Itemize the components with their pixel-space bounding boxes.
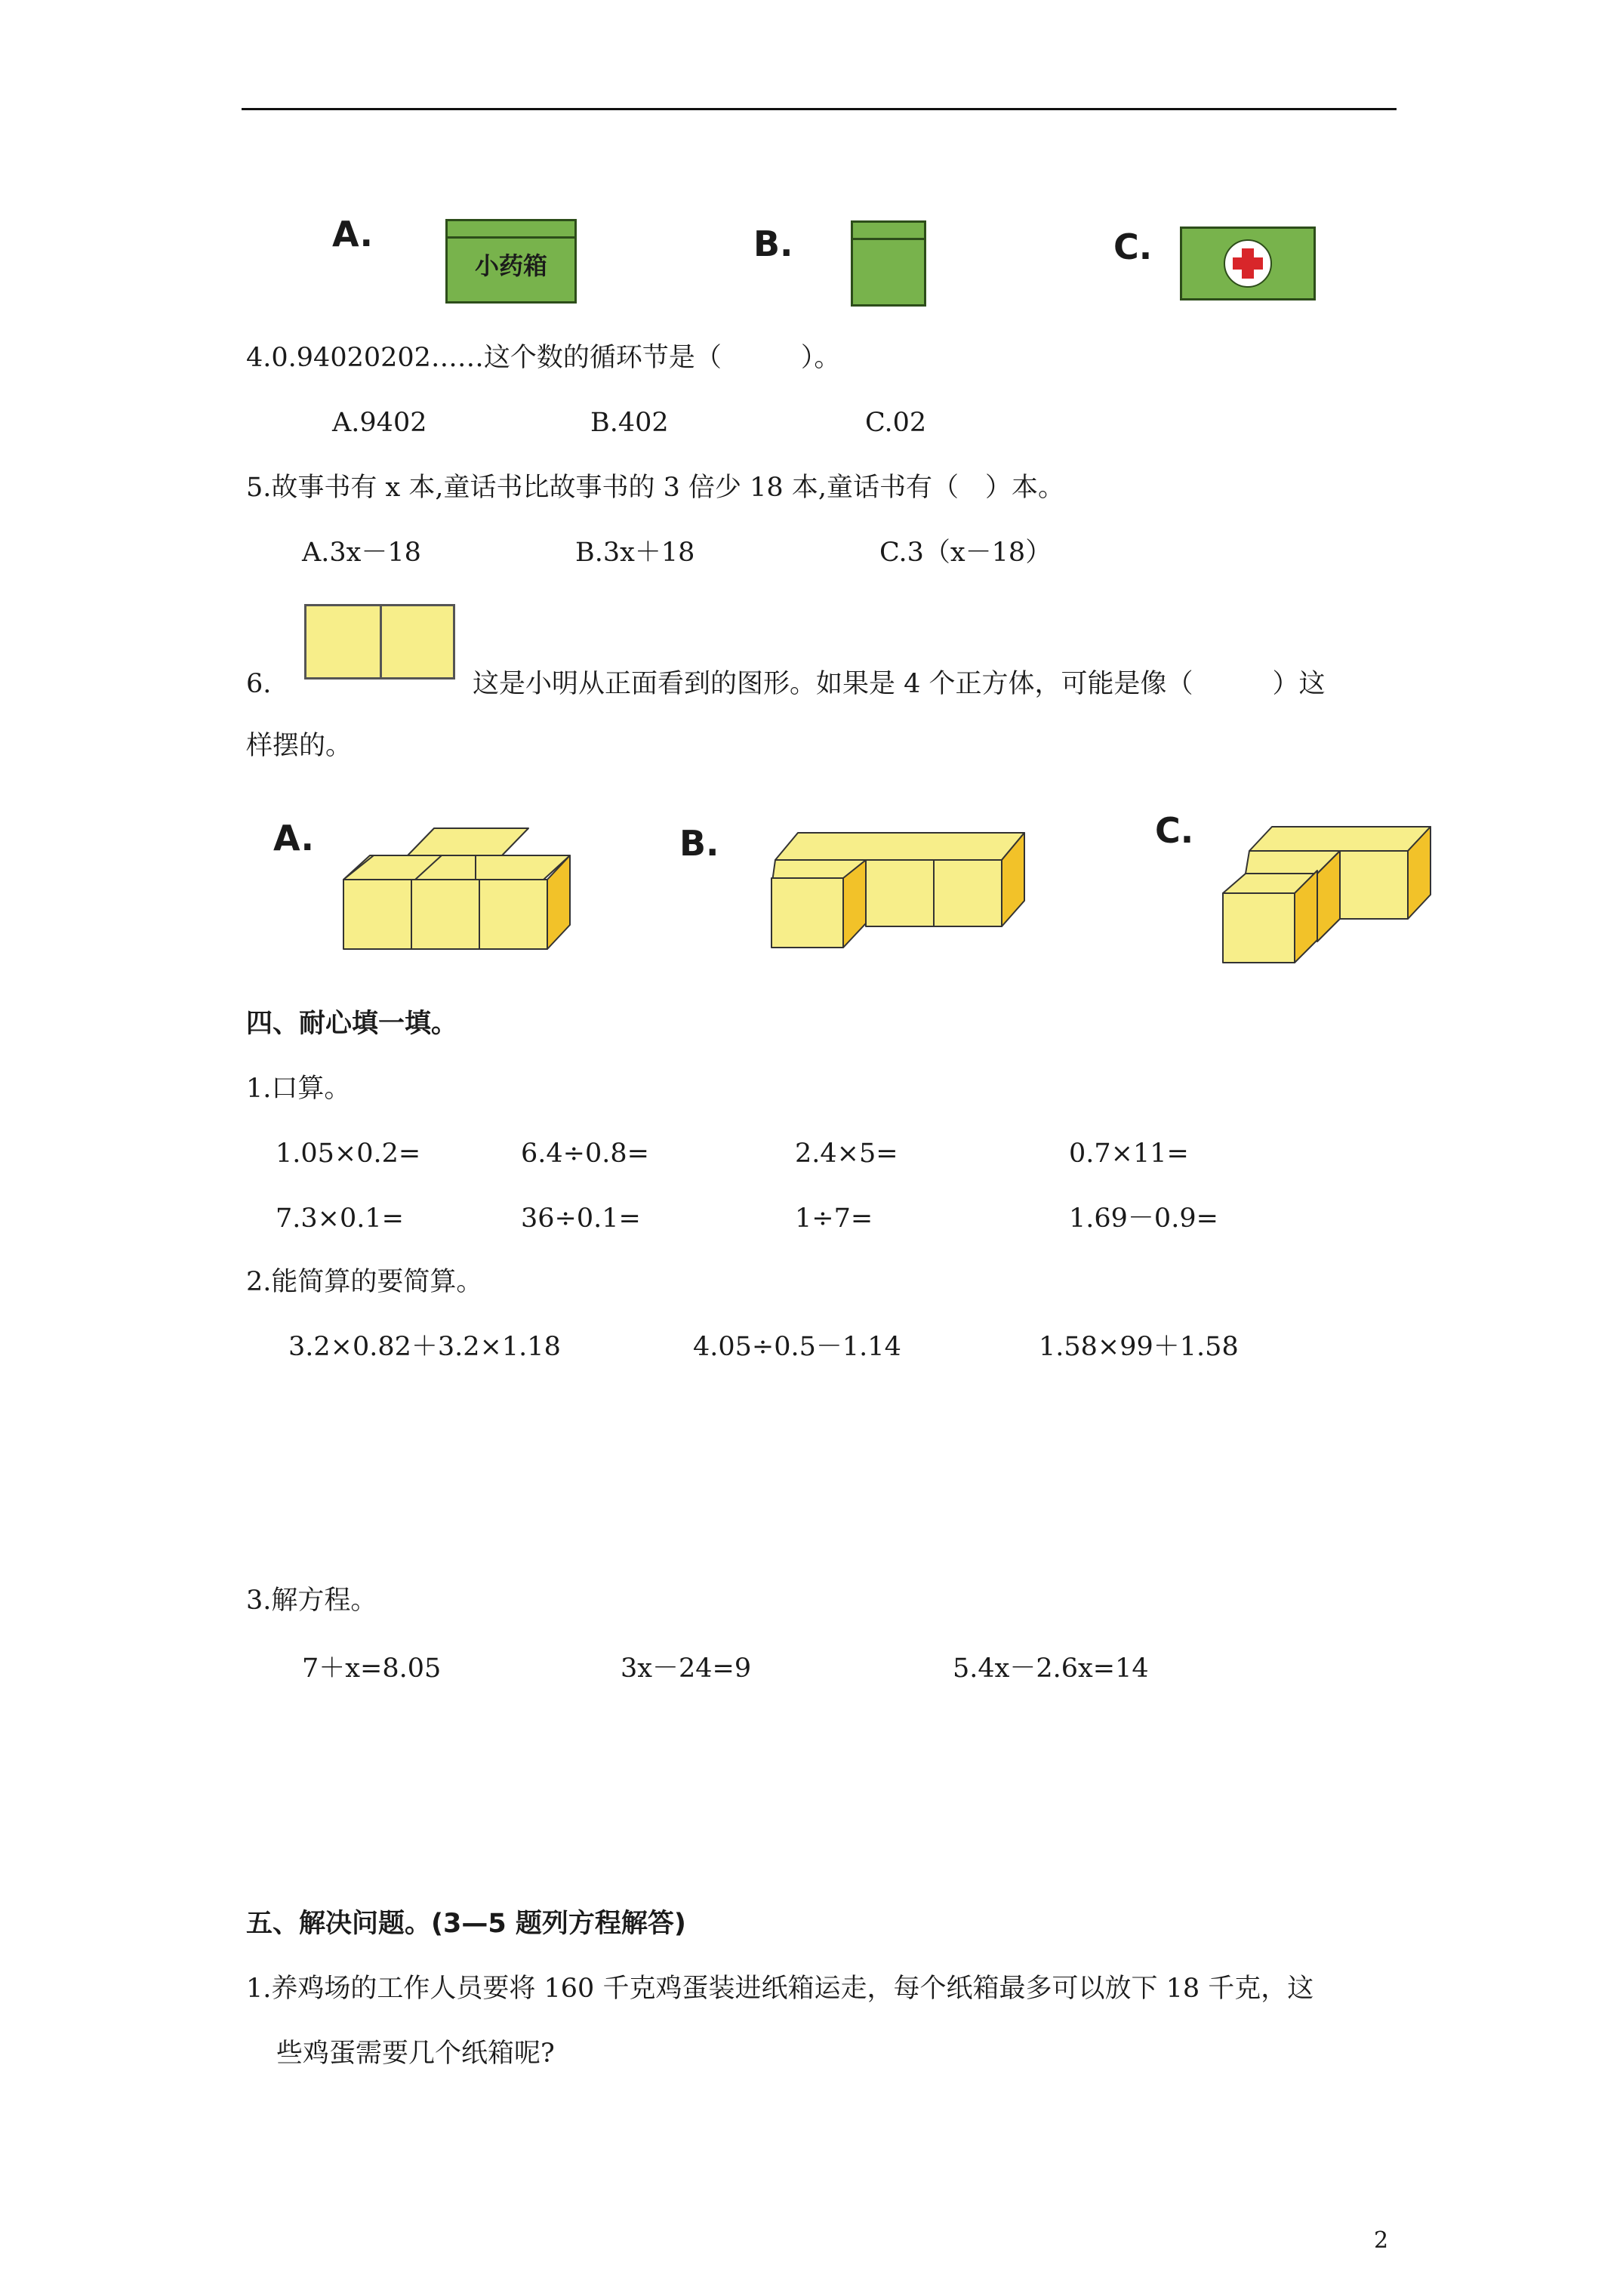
q6-stem-line1: 这是小明从正面看到的图形。如果是 4 个正方体，可能是像（ ）这 bbox=[473, 669, 1326, 699]
q5-option-c: C.3（x－18） bbox=[879, 538, 1052, 568]
equation-item: 5.4x－2.6x=14 bbox=[953, 1653, 1149, 1684]
simplify-item: 3.2×0.82＋3.2×1.18 bbox=[288, 1332, 561, 1362]
equation-item: 7＋x=8.05 bbox=[302, 1653, 442, 1684]
oral-item: 2.4×5= bbox=[795, 1139, 898, 1169]
q4-stem: 4.0.94020202……这个数的循环节是（ ）。 bbox=[246, 343, 841, 373]
q3-option-c-label: C. bbox=[1113, 227, 1153, 267]
section4-q2-title: 2.能简算的要简算。 bbox=[246, 1267, 483, 1297]
section4-q3-title: 3.解方程。 bbox=[246, 1586, 377, 1616]
q4-option-b: B.402 bbox=[590, 408, 669, 438]
oral-item: 36÷0.1= bbox=[521, 1203, 641, 1234]
q3-option-a-label: A. bbox=[332, 214, 373, 254]
q6-number: 6. bbox=[246, 669, 272, 699]
oral-item: 1.05×0.2= bbox=[276, 1139, 421, 1169]
q3-option-b-label: B. bbox=[753, 223, 793, 264]
oral-item: 7.3×0.1= bbox=[276, 1203, 404, 1234]
q6-option-c-figure bbox=[1223, 827, 1434, 966]
q6-option-b-figure bbox=[771, 833, 1028, 954]
simplify-item: 1.58×99＋1.58 bbox=[1039, 1332, 1239, 1362]
q6-option-a-label: A. bbox=[273, 818, 314, 858]
oral-item: 6.4÷0.8= bbox=[521, 1139, 649, 1169]
q3-option-b-figure bbox=[851, 220, 926, 307]
equation-item: 3x－24=9 bbox=[621, 1653, 752, 1684]
section5-q1-line2: 些鸡蛋需要几个纸箱呢? bbox=[276, 2039, 555, 2069]
q6-stem-line2: 样摆的。 bbox=[246, 731, 353, 761]
simplify-item: 4.05÷0.5－1.14 bbox=[693, 1332, 901, 1362]
oral-item: 1.69－0.9= bbox=[1069, 1203, 1218, 1234]
q6-option-a-figure bbox=[343, 827, 577, 948]
oral-item: 0.7×11= bbox=[1069, 1139, 1189, 1169]
oral-item: 1÷7= bbox=[795, 1203, 873, 1234]
q6-front-view-figure bbox=[304, 604, 455, 680]
section4-q1-title: 1.口算。 bbox=[246, 1074, 351, 1104]
q4-option-c: C.02 bbox=[865, 408, 927, 438]
q3-option-a-figure bbox=[445, 219, 577, 304]
section4-title: 四、耐心填一填。 bbox=[246, 1009, 458, 1039]
section5-q1-line1: 1.养鸡场的工作人员要将 160 千克鸡蛋装进纸箱运走，每个纸箱最多可以放下 18 千克，这 bbox=[246, 1974, 1314, 2004]
q5-option-a: A.3x－18 bbox=[302, 538, 421, 568]
q6-option-b-label: B. bbox=[679, 823, 719, 864]
q5-option-b: B.3x＋18 bbox=[575, 538, 695, 568]
q3-option-c-figure bbox=[1180, 227, 1316, 300]
q5-stem: 5.故事书有 x 本,童话书比故事书的 3 倍少 18 本,童话书有（ ）本。 bbox=[246, 473, 1064, 503]
q6-option-c-label: C. bbox=[1155, 810, 1194, 851]
section5-title: 五、解决问题。(3—5 题列方程解答) bbox=[246, 1909, 686, 1939]
page-number: 2 bbox=[1374, 2227, 1389, 2254]
header-rule bbox=[242, 108, 1397, 110]
q3-option-a-box-text: 小药箱 bbox=[474, 251, 547, 280]
q4-option-a: A.9402 bbox=[332, 408, 427, 438]
